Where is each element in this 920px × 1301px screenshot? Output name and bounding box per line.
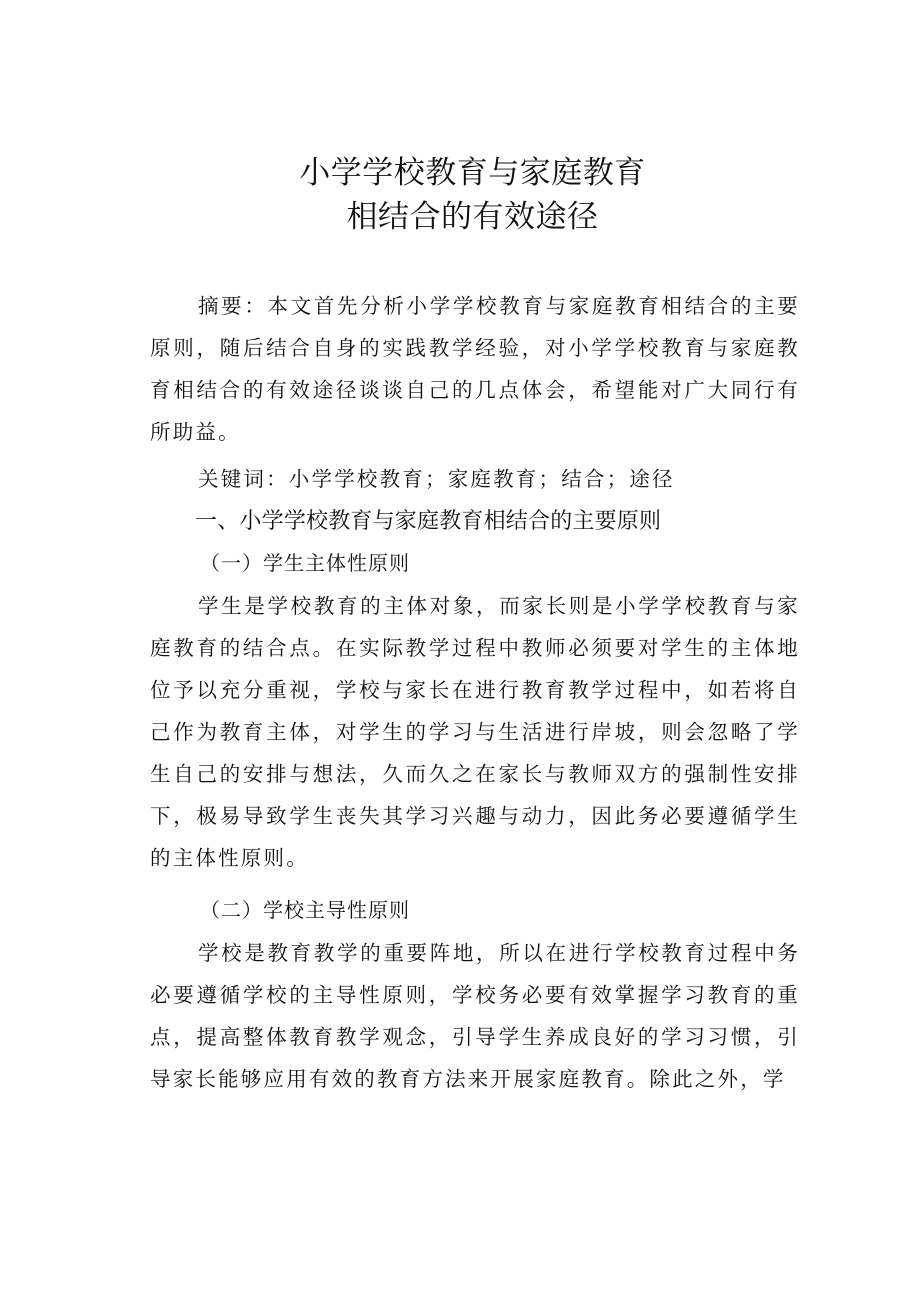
document-title-line-2: 相结合的有效途径 — [346, 199, 599, 235]
document-title-line-1: 小学学校教育与家庭教育 — [299, 155, 646, 191]
keywords-paragraph: 关键词：小学学校教育；家庭教育；结合；途径 — [198, 467, 675, 491]
subsection-1-heading: （一）学生主体性原则 — [200, 551, 410, 575]
subsection-2-heading: （二）学校主导性原则 — [200, 898, 410, 922]
subsection-2-body: 学校是教育教学的重要阵地，所以在进行学校教育过程中务必要遵循学校的主导性原则，学校务必要有效掌握学习教育的重点，提高整体教育教学观念，引导学生养成良好的学习习惯，引导家长能够应用有效的教育方法来开展家庭教育。除此之外，学 — [150, 941, 800, 1091]
section-1-heading: 一、小学学校教育与家庭教育相结合的主要原则 — [195, 509, 662, 534]
abstract-paragraph: 摘要：本文首先分析小学学校教育与家庭教育相结合的主要原则，随后结合自身的实践教学经验，对小学学校教育与家庭教育相结合的有效途径谈谈自己的几点体会，希望能对广大同行有所助益。 — [150, 294, 800, 444]
subsection-1-body: 学生是学校教育的主体对象，而家长则是小学学校教育与家庭教育的结合点。在实际教学过程中教师必须要对学生的主体地位予以充分重视，学校与家长在进行教育教学过程中，如若将自己作为教育主体，对学生的学习与生活进行岸坡，则会忽略了学生自己的安排与想法，久而久之在家长与教师双方的强制性安排下，极易导致学生丧失其学习兴趣与动力，因此务必要遵循学生的主体性原则。 — [150, 594, 800, 870]
